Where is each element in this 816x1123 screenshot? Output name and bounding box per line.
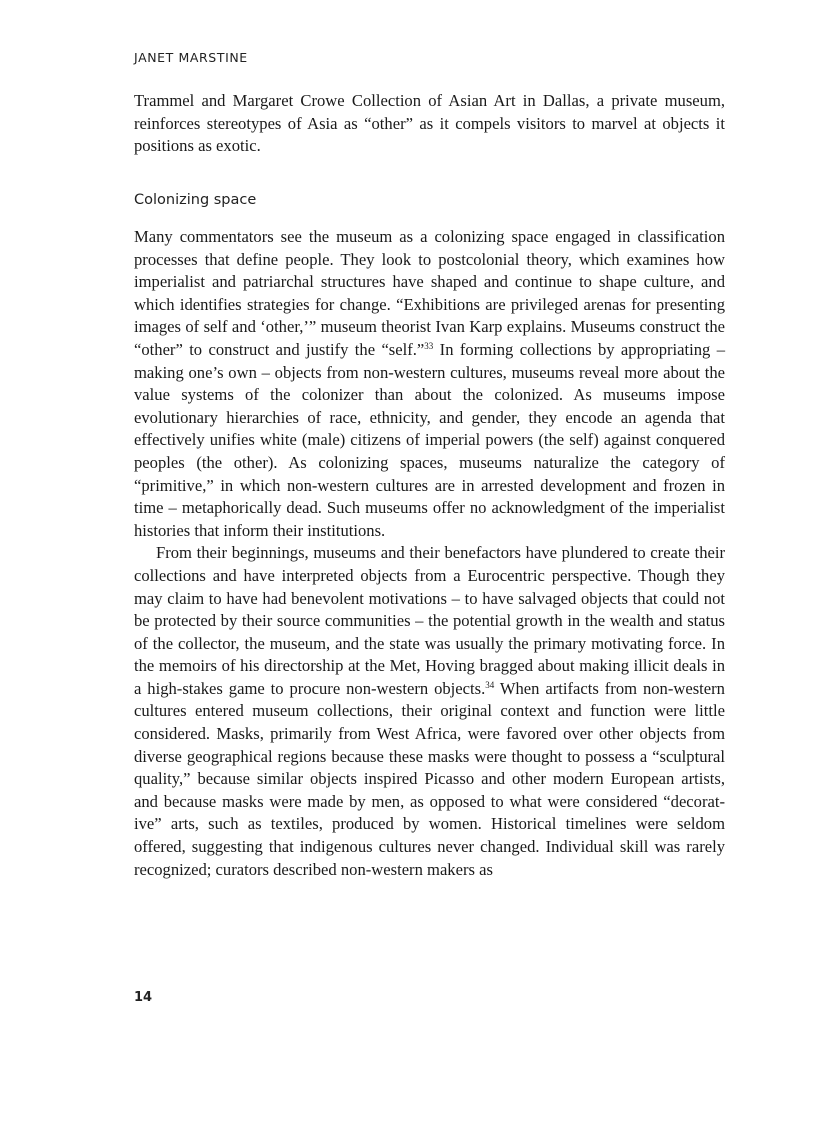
footnote-ref-34: 34 <box>485 679 495 690</box>
running-head: JANET MARSTINE <box>134 50 248 65</box>
paragraph-1-text-a: Many commentators see the museum as a colonizing space engaged in classification processes that define people. They look to postcolonial theory, which examines how imperialist and patriarchal structures have shaped and continue to shape culture, and which identifies strategies for change. “Exhibitions are privileged arenas for presenting images of self and ‘other,’” museum theorist Ivan Karp explains. Museums construct the “other” to construct and justify the “self.” <box>134 227 725 359</box>
paragraph-1-text-b: In forming collections by appropriating – making one’s own – objects from non-western cultures, museums reveal more about the value systems of the colonizer than about the colonized. As museums impose evolutionary hierarchies of race, ethnicity, and gender, they encode an agenda that effectively unifies white (male) citizens of imperial powers (the self) against conquered peoples (the other). As colonizing spaces, museums naturalize the category of “primitive,” in which non-western cultures are in arrested development and frozen in time – metaphorically dead. Such museums offer no acknowledgment of the imperialist histories that inform their institutions. <box>134 339 725 540</box>
body-paragraph-2 <box>134 542 725 881</box>
paragraph-2-text-a: From their beginnings, museums and their benefactors have plundered to create their collections and have interpreted objects from a Eurocentric perspective. Though they may claim to have had benevolent motivations – to have salvaged objects that could not be protected by their source communities – the potential growth in the wealth and status of the collector, the museum, and the state was usually the primary motivating force. In the memoirs of his directorship at the Met, Hoving bragged about making illicit deals in a high-stakes game to procure non-western objects. <box>134 543 725 698</box>
footnote-ref-33: 33 <box>424 340 434 351</box>
page-number: 14 <box>134 990 153 1005</box>
section-heading: Colonizing space <box>134 192 257 208</box>
intro-paragraph: Trammel and Margaret Crowe Collection of Asian Art in Dallas, a private museum, reinforces stereotypes of Asia as “other” as it compels visitors to marvel at objects it positions as exotic. <box>134 91 725 156</box>
intro-text-block <box>134 90 725 158</box>
body-paragraph-1 <box>134 226 725 542</box>
paragraph-2-text-b: When artifacts from non-western cultures entered museum collections, their original context and function were little considered. Masks, primarily from West Africa, were favored over other objects from diverse geographical regions because these masks were thought to possess a “sculptural quality,” because similar objects inspired Picasso and other modern European artists, and because masks were made by men, as opposed to what were considered “decorative” arts, such as textiles, produced by women. Historical timelines were seldom offered, suggesting that indigenous cultures never changed. Individual skill was rarely recognized; curators described non-western makers as <box>134 678 725 879</box>
main-text-block <box>134 226 725 881</box>
